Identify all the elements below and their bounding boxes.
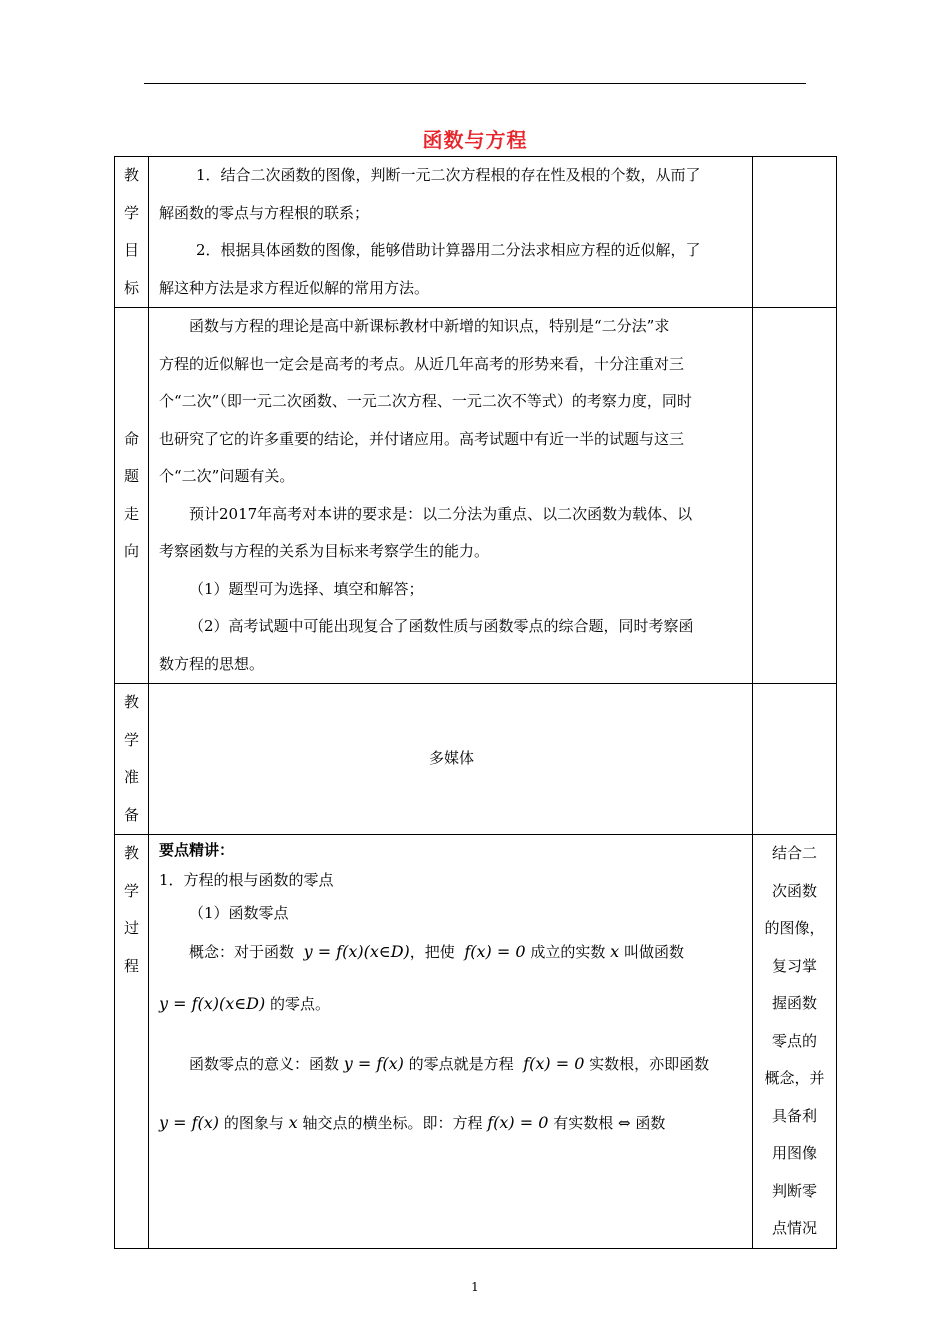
process-side-note: 结合二 次函数 的图像， 复习掌 握函数 零点的 概念，并 具备利 用图像 判断零 点情况 [753, 835, 837, 1249]
direction-content [149, 308, 753, 684]
meaning-line-2: y = f(x) 的图象与 x 轴交点的横坐标。即：方程 f(x) = 0 有实数根 ⇔ 函数 [159, 1113, 666, 1132]
lesson-table [114, 156, 837, 1249]
direction-line-9: （2）高考试题中可能出现复合了函数性质与函数零点的综合题，同时考察函 [189, 617, 694, 635]
prep-content [149, 684, 753, 835]
concept-line-1: 概念：对于函数 y = f(x)(x∈D)，把使 f(x) = 0 成立的实数 x 叫做函数 [189, 942, 684, 961]
page-number: 1 [471, 1280, 479, 1294]
label-direction: 命 题 走 向 [115, 308, 149, 684]
process-heading: 要点精讲： [159, 841, 235, 859]
direction-side [753, 308, 837, 684]
row-prep [115, 684, 837, 835]
label-goals: 教 学 目 标 [115, 157, 149, 308]
equivalence-arrow: ⇔ [618, 1114, 631, 1132]
direction-line-1: 函数与方程的理论是高中新课标教材中新增的知识点，特别是“二分法”求 [189, 317, 670, 335]
row-process [115, 835, 837, 1249]
goals-line-1: 1．结合二次函数的图像，判断一元二次方程根的存在性及根的个数，从而了 [196, 166, 701, 184]
math-equation: f(x) = 0 [464, 942, 526, 961]
goals-line-3: 2．根据具体函数的图像，能够借助计算器用二分法求相应方程的近似解，了 [196, 241, 701, 259]
math-x-axis: x [288, 1113, 298, 1132]
math-yfx-2: y = f(x) [159, 1113, 220, 1132]
process-item-1: 1．方程的根与函数的零点 [159, 871, 334, 889]
prep-text: 多媒体 [428, 749, 474, 768]
header-rule [144, 83, 806, 84]
goals-line-2: 解函数的零点与方程根的联系； [159, 203, 370, 222]
process-sub-1: （1）函数零点 [189, 904, 289, 922]
label-process: 教 学 过 程 [115, 835, 149, 1249]
direction-line-2: 方程的近似解也一定会是高考的考点。从近几年高考的形势来看，十分注重对三 [159, 354, 685, 373]
goals-line-4: 解这种方法是求方程近似解的常用方法。 [159, 278, 430, 297]
math-fx0: f(x) = 0 [523, 1054, 585, 1073]
direction-line-4: 也研究了它的许多重要的结论，并付诸应用。高考试题中有近一半的试题与这三 [159, 429, 685, 448]
direction-line-6: 预计2017年高考对本讲的要求是：以二分法为重点、以二次函数为载体、以 [189, 504, 693, 523]
direction-line-10: 数方程的思想。 [159, 654, 265, 673]
goals-side [753, 157, 837, 308]
direction-line-5: 个“二次”问题有关。 [159, 467, 295, 485]
math-fx0-2: f(x) = 0 [487, 1113, 549, 1132]
meaning-line-1: 函数零点的意义：函数 y = f(x) 的零点就是方程 f(x) = 0 实数根，亦即函数 [189, 1054, 710, 1073]
math-function-def-2: y = f(x)(x∈D) [159, 994, 266, 1013]
process-content [149, 835, 753, 1249]
direction-line-7: 考察函数与方程的关系为目标来考察学生的能力。 [159, 542, 490, 560]
direction-line-8: （1）题型可为选择、填空和解答； [189, 579, 424, 598]
math-yfx: y = f(x) [343, 1054, 404, 1073]
concept-line-2: y = f(x)(x∈D) 的零点。 [159, 994, 331, 1013]
prep-side [753, 684, 837, 835]
row-goals [115, 157, 837, 308]
math-x: x [610, 942, 620, 961]
direction-line-3: 个“二次”（即一元二次函数、一元二次方程、一元二次不等式）的考察力度，同时 [159, 392, 692, 410]
math-function-def: y = f(x)(x∈D) [303, 942, 410, 961]
row-direction [115, 308, 837, 684]
page-title: 函数与方程 [422, 128, 528, 152]
goals-content [149, 157, 753, 308]
label-prep: 教 学 准 备 [115, 684, 149, 835]
